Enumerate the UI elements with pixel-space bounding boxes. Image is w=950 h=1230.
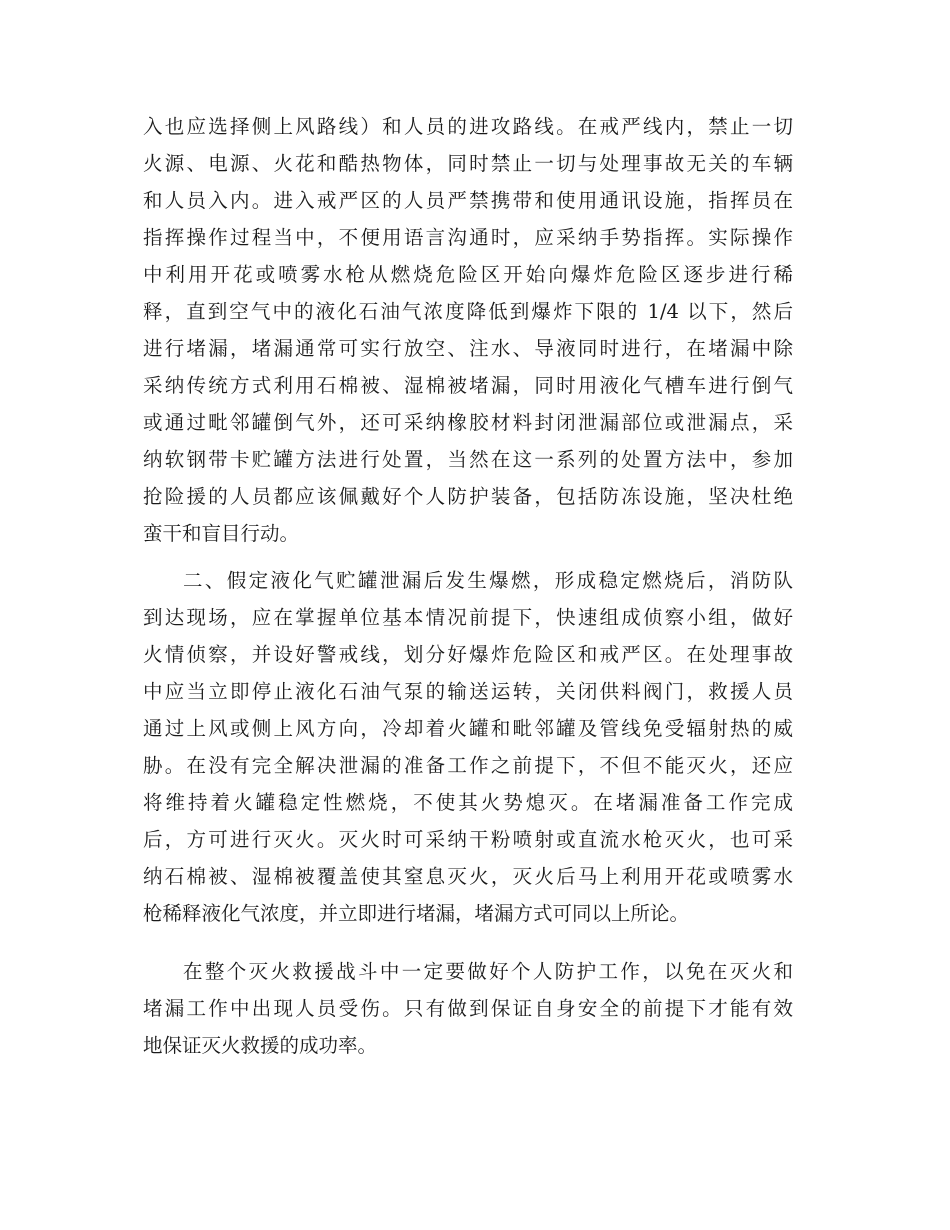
text-line: 采纳传统方式利用石棉被、湿棉被堵漏，同时用液化气槽车进行倒气: [143, 374, 793, 397]
text-line: 地保证灭火救援的成功率。: [143, 1034, 378, 1057]
text-line: 纳软钢带卡贮罐方法进行处置，当然在这一系列的处置方法中，参加: [143, 448, 793, 471]
text-line: 蛮干和盲目行动。: [143, 522, 300, 545]
text-line: 抢险援的人员都应该佩戴好个人防护装备，包括防冻设施，坚决杜绝: [143, 485, 793, 508]
text-line: 胁。在没有完全解决泄漏的准备工作之前提下，不但不能灭火，还应: [143, 754, 793, 777]
text-line: 指挥操作过程当中，不便用语言沟通时，应采纳手势指挥。实际操作: [143, 226, 793, 249]
text-line: 通过上风或侧上风方向，冷却着火罐和毗邻罐及管线免受辐射热的威: [143, 717, 793, 740]
text-line: 堵漏工作中出现人员受伤。只有做到保证自身安全的前提下才能有效: [143, 997, 793, 1020]
text-line: 进行堵漏，堵漏通常可实行放空、注水、导液同时进行，在堵漏中除: [143, 337, 793, 360]
text-line: 到达现场，应在掌握单位基本情况前提下，快速组成侦察小组，做好: [143, 606, 793, 629]
text-line: 火情侦察，并设好警戒线，划分好爆炸危险区和戒严区。在处理事故: [143, 643, 793, 666]
text-line: 火源、电源、火花和酷热物体，同时禁止一切与处理事故无关的车辆: [143, 152, 793, 175]
text-line: 入也应选择侧上风路线）和人员的进攻路线。在戒严线内，禁止一切: [143, 115, 793, 138]
text-line: 后，方可进行灭火。灭火时可采纳干粉喷射或直流水枪灭火，也可采: [143, 828, 793, 851]
text-line: 枪稀释液化气浓度，并立即进行堵漏，堵漏方式可同以上所论。: [143, 902, 690, 925]
text-line: 二、假定液化气贮罐泄漏后发生爆燃，形成稳定燃烧后，消防队: [183, 569, 793, 592]
text-line: 纳石棉被、湿棉被覆盖使其窒息灭火，灭火后马上利用开花或喷雾水: [143, 865, 793, 888]
text-line: 或通过毗邻罐倒气外，还可采纳橡胶材料封闭泄漏部位或泄漏点，采: [143, 411, 793, 434]
text-line: 中利用开花或喷雾水枪从燃烧危险区开始向爆炸危险区逐步进行稀: [143, 263, 793, 286]
text-line: 将维持着火罐稳定性燃烧，不使其火势熄灭。在堵漏准备工作完成: [143, 791, 793, 814]
text-line: 和人员入内。进入戒严区的人员严禁携带和使用通讯设施，指挥员在: [143, 189, 793, 212]
text-line: 释，直到空气中的液化石油气浓度降低到爆炸下限的 1/4 以下，然后: [143, 300, 793, 323]
text-line: 在整个灭火救援战斗中一定要做好个人防护工作，以免在灭火和: [183, 960, 793, 983]
text-line: 中应当立即停止液化石油气泵的输送运转，关闭供料阀门，救援人员: [143, 680, 793, 703]
